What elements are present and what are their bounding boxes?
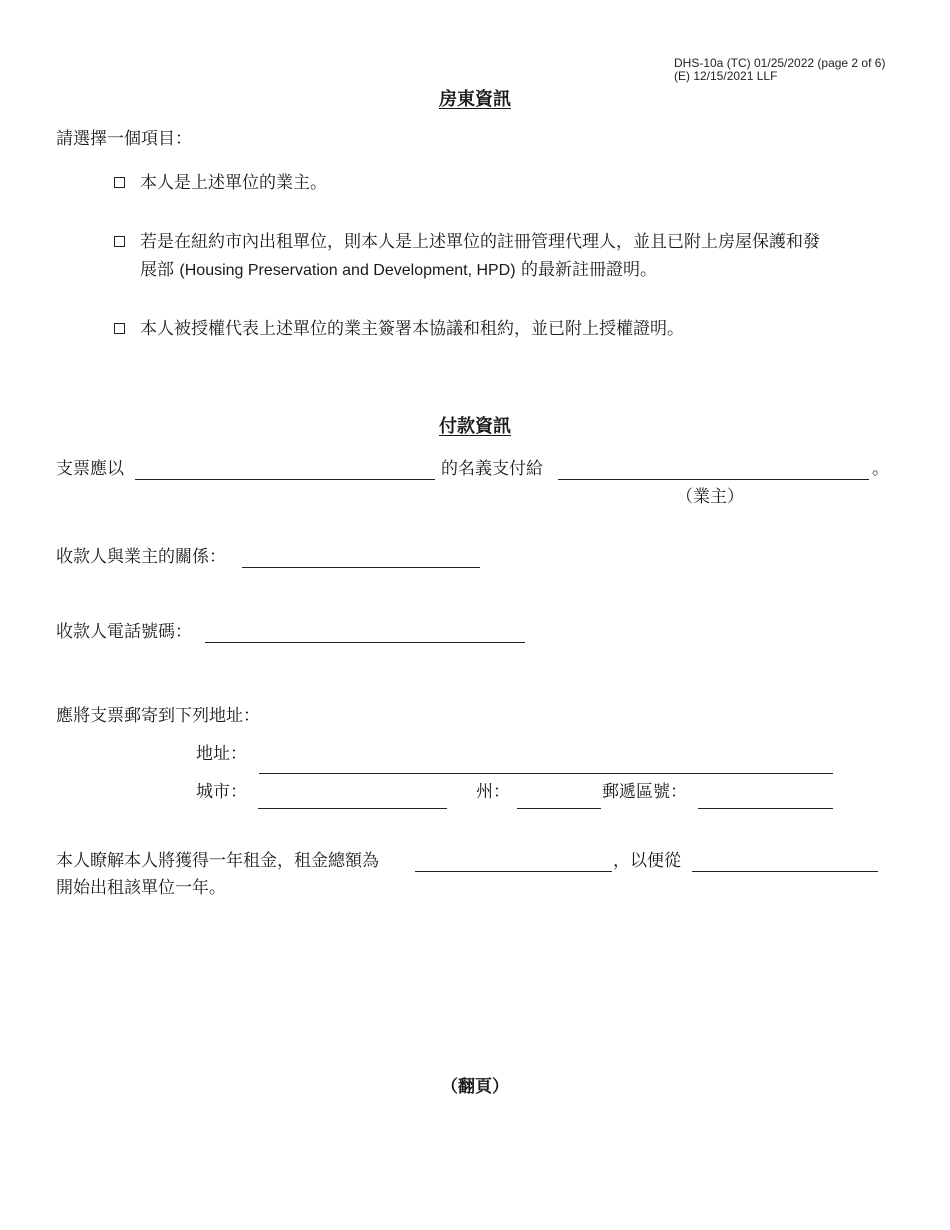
form-id: DHS-10a (TC) 01/25/2022 (page 2 of 6) bbox=[674, 56, 886, 70]
payee-phone-field[interactable] bbox=[205, 642, 525, 643]
landlord-section-title: 房東資訊 bbox=[439, 89, 511, 110]
check-payable-end: 。 bbox=[872, 459, 889, 479]
check-payee-name-field[interactable] bbox=[135, 479, 435, 480]
authorized-rep-checkbox[interactable] bbox=[114, 323, 125, 334]
check-payable-prefix: 支票應以 bbox=[56, 459, 124, 479]
english-version-date: (E) 12/15/2021 LLF bbox=[674, 69, 778, 83]
payee-phone-label: 收款人電話號碼： bbox=[56, 622, 192, 642]
managing-agent-option-line2 bbox=[140, 256, 657, 285]
owner-checkbox[interactable] bbox=[114, 177, 125, 188]
rent-total-field[interactable] bbox=[415, 871, 612, 872]
check-payable-middle: 的名義支付給 bbox=[441, 459, 543, 479]
managing-agent-checkbox[interactable] bbox=[114, 236, 125, 247]
select-one-instruction: 請選擇一個項目： bbox=[56, 129, 192, 149]
state-label: 州： bbox=[476, 782, 510, 802]
payee-relationship-field[interactable] bbox=[242, 567, 480, 568]
owner-option-label: 本人是上述單位的業主。 bbox=[140, 173, 327, 193]
address-field[interactable] bbox=[259, 773, 833, 774]
address-label: 地址： bbox=[196, 744, 247, 764]
owner-caption: （業主） bbox=[676, 487, 744, 507]
payment-section-title: 付款資訊 bbox=[439, 416, 511, 437]
payee-relationship-label: 收款人與業主的關係： bbox=[56, 547, 226, 567]
city-label: 城市： bbox=[196, 782, 247, 802]
state-field[interactable] bbox=[517, 808, 601, 809]
zip-label: 郵遞區號： bbox=[602, 782, 687, 802]
zip-field[interactable] bbox=[698, 808, 833, 809]
managing-agent-option-line1: 若是在紐約市內出租單位，則本人是上述單位的註冊管理代理人，並且已附上房屋保護和發 bbox=[140, 232, 820, 252]
authorized-rep-option-label: 本人被授權代表上述單位的業主簽署本協議和租約，並已附上授權證明。 bbox=[140, 319, 684, 339]
rent-statement-middle: ，以便從 bbox=[613, 851, 681, 871]
mail-to-label: 應將支票郵寄到下列地址： bbox=[56, 706, 260, 726]
turn-page-note: （翻頁） bbox=[441, 1077, 509, 1097]
rent-statement-start: 本人瞭解本人將獲得一年租金，租金總額為 bbox=[56, 851, 379, 871]
rent-start-date-field[interactable] bbox=[692, 871, 878, 872]
managing-agent-dept: 展部 bbox=[140, 260, 174, 280]
city-field[interactable] bbox=[258, 808, 447, 809]
owner-name-field[interactable] bbox=[558, 479, 869, 480]
hpd-name: (Housing Preservation and Development, HPD) bbox=[179, 262, 516, 279]
managing-agent-tail: 的最新註冊證明。 bbox=[520, 260, 657, 280]
rent-statement-end: 開始出租該單位一年。 bbox=[56, 878, 226, 898]
